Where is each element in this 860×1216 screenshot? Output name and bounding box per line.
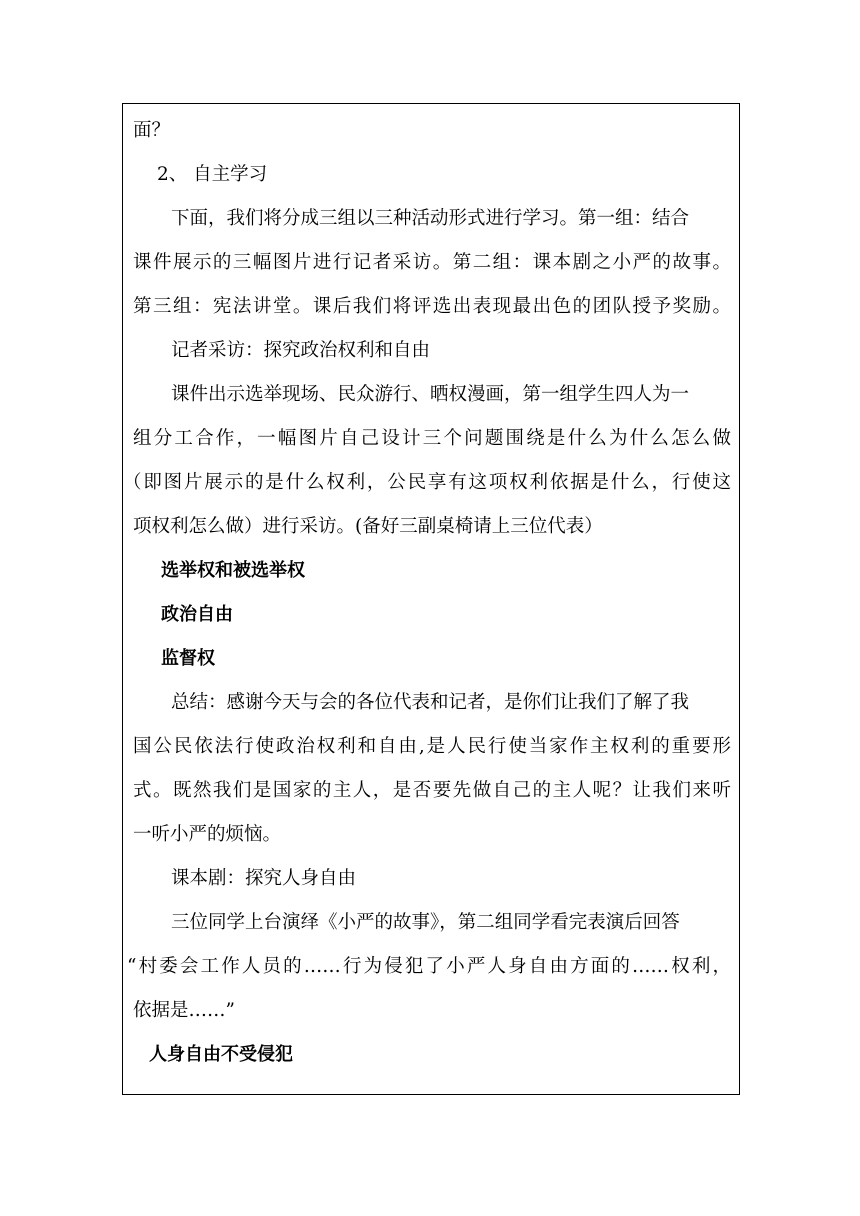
text-line: 依据是……”	[133, 1000, 235, 1021]
text-line: 三位同学上台演绎《小严的故事》，第二组同学看完表演后回答	[171, 912, 680, 933]
text-line: 下面，我们将分成三组以三种活动形式进行学习。第一组：结合	[171, 208, 690, 229]
text-line: “村委会工作人员的……行为侵犯了小严人身自由方面的……权利，	[127, 956, 731, 977]
text-line: 国公民依法行使政治权利和自由,是人民行使当家作主权利的重要形	[133, 736, 731, 757]
key-point-political-freedom: 政治自由	[161, 604, 233, 625]
text-line: 组分工合作，一幅图片自己设计三个问题围绕是什么为什么怎么做	[133, 428, 731, 449]
section-heading-self-study: 2、 自主学习	[157, 164, 268, 185]
text-line: 课件展示的三幅图片进行记者采访。第二组：课本剧之小严的故事。	[133, 252, 731, 273]
text-line: 总结：感谢今天与会的各位代表和记者，是你们让我们了解了我	[171, 692, 690, 713]
text-line: 一听小严的烦恼。	[133, 824, 282, 845]
text-line: 面？	[133, 120, 171, 141]
key-point-personal-freedom: 人身自由不受侵犯	[149, 1044, 293, 1065]
text-line: 第三组：宪法讲堂。课后我们将评选出表现最出色的团队授予奖励。	[133, 296, 731, 317]
lesson-plan-table-cell	[122, 103, 740, 1095]
text-line: 式。既然我们是国家的主人，是否要先做自己的主人呢？让我们来听	[133, 780, 731, 801]
key-point-supervision-right: 监督权	[161, 648, 215, 669]
key-point-election-rights: 选举权和被选举权	[161, 560, 305, 581]
text-line: （即图片展示的是什么权利，公民享有这项权利依据是什么，行使这	[123, 472, 731, 493]
activity-heading-drama: 课本剧：探究人身自由	[171, 868, 357, 889]
activity-heading-interview: 记者采访：探究政治权利和自由	[171, 340, 431, 361]
text-line: 课件出示选举现场、民众游行、晒权漫画，第一组学生四人为一	[171, 384, 690, 405]
text-line: 项权利怎么做）进行采访。(备好三副桌椅请上三位代表）	[133, 516, 603, 537]
